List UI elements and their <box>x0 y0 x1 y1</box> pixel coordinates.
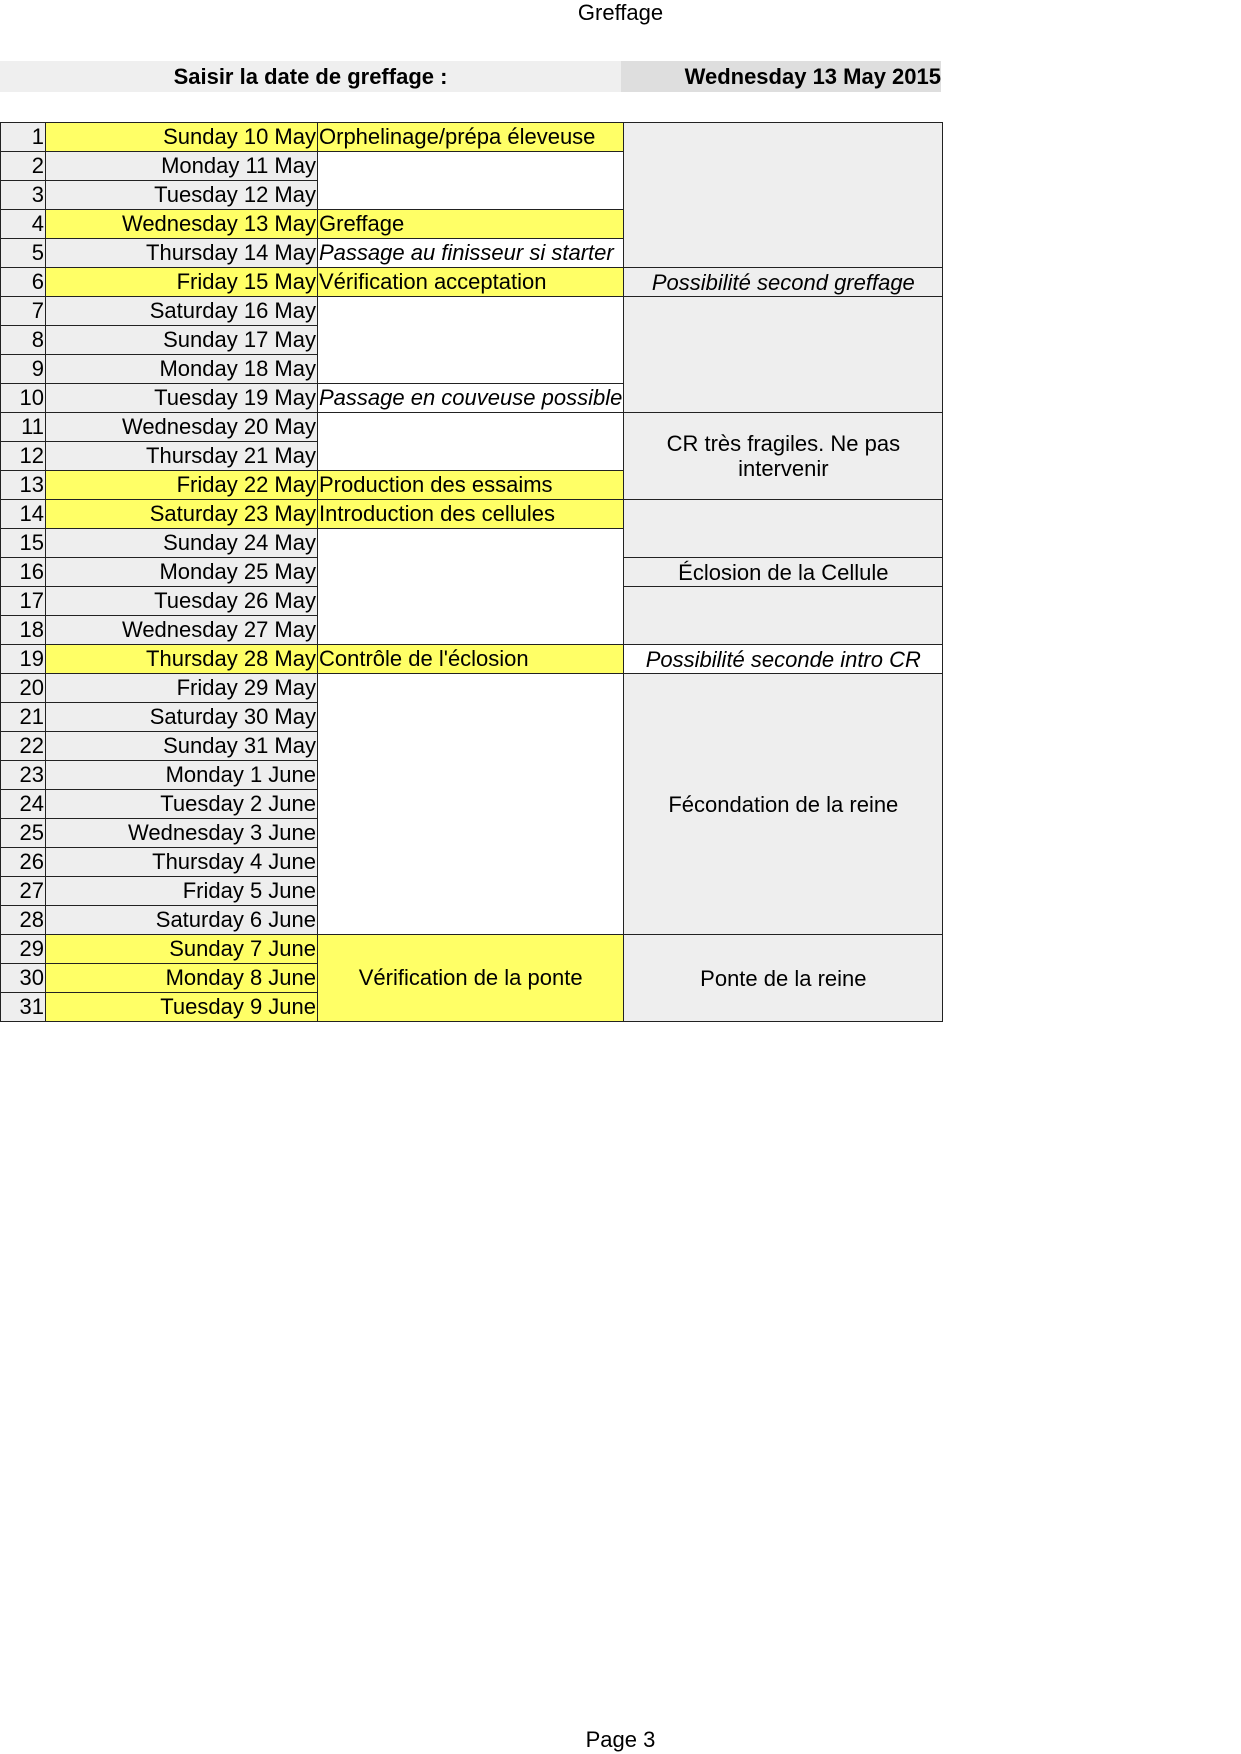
day-date: Monday 8 June <box>46 964 318 993</box>
day-number: 20 <box>1 674 46 703</box>
activity-cell: Passage au finisseur si starter <box>318 239 624 268</box>
day-number: 2 <box>1 152 46 181</box>
day-number: 22 <box>1 732 46 761</box>
phase-cell <box>624 587 943 645</box>
activity-cell <box>318 529 624 645</box>
day-date: Wednesday 13 May <box>46 210 318 239</box>
day-date: Tuesday 12 May <box>46 181 318 210</box>
phase-cell: Éclosion de la Cellule <box>624 558 943 587</box>
day-date: Monday 1 June <box>46 761 318 790</box>
activity-cell: Orphelinage/prépa éleveuse <box>318 123 624 152</box>
table-row <box>1 297 943 326</box>
phase-cell: Possibilité second greffage <box>624 268 943 297</box>
phase-cell <box>624 123 943 268</box>
day-date: Saturday 30 May <box>46 703 318 732</box>
day-number: 26 <box>1 848 46 877</box>
table-row <box>1 500 943 529</box>
day-number: 21 <box>1 703 46 732</box>
activity-cell: Vérification de la ponte <box>318 935 624 1022</box>
day-date: Tuesday 9 June <box>46 993 318 1022</box>
activity-cell <box>318 674 624 935</box>
day-date: Sunday 7 June <box>46 935 318 964</box>
table-row <box>1 123 943 152</box>
day-number: 11 <box>1 413 46 442</box>
day-date: Thursday 4 June <box>46 848 318 877</box>
activity-cell <box>318 152 624 210</box>
activity-cell <box>318 413 624 471</box>
day-number: 18 <box>1 616 46 645</box>
day-date: Monday 25 May <box>46 558 318 587</box>
table-row <box>1 935 943 964</box>
day-date: Wednesday 3 June <box>46 819 318 848</box>
phase-cell: Ponte de la reine <box>624 935 943 1022</box>
day-number: 30 <box>1 964 46 993</box>
day-number: 13 <box>1 471 46 500</box>
day-number: 1 <box>1 123 46 152</box>
day-number: 16 <box>1 558 46 587</box>
day-number: 31 <box>1 993 46 1022</box>
phase-cell: Possibilité seconde intro CR <box>624 645 943 674</box>
day-number: 7 <box>1 297 46 326</box>
day-date: Sunday 24 May <box>46 529 318 558</box>
table-row <box>1 413 943 442</box>
day-date: Sunday 17 May <box>46 326 318 355</box>
schedule-table <box>0 122 943 1022</box>
day-date: Friday 5 June <box>46 877 318 906</box>
day-number: 28 <box>1 906 46 935</box>
day-date: Friday 15 May <box>46 268 318 297</box>
day-number: 19 <box>1 645 46 674</box>
day-number: 23 <box>1 761 46 790</box>
day-date: Saturday 6 June <box>46 906 318 935</box>
day-number: 25 <box>1 819 46 848</box>
day-date: Thursday 14 May <box>46 239 318 268</box>
day-number: 4 <box>1 210 46 239</box>
page-number: Page 3 <box>585 1727 656 1752</box>
day-date: Sunday 31 May <box>46 732 318 761</box>
day-date: Thursday 28 May <box>46 645 318 674</box>
day-date: Saturday 23 May <box>46 500 318 529</box>
day-date: Tuesday 2 June <box>46 790 318 819</box>
day-date: Wednesday 20 May <box>46 413 318 442</box>
day-date: Friday 22 May <box>46 471 318 500</box>
day-number: 6 <box>1 268 46 297</box>
day-number: 14 <box>1 500 46 529</box>
day-number: 12 <box>1 442 46 471</box>
date-input-row <box>0 61 941 92</box>
day-number: 15 <box>1 529 46 558</box>
day-date: Wednesday 27 May <box>46 616 318 645</box>
date-input-label: Saisir la date de greffage : <box>173 64 448 89</box>
day-number: 17 <box>1 587 46 616</box>
phase-cell <box>624 297 943 413</box>
day-number: 27 <box>1 877 46 906</box>
table-row <box>1 268 943 297</box>
day-date: Saturday 16 May <box>46 297 318 326</box>
day-date: Sunday 10 May <box>46 123 318 152</box>
table-row <box>1 645 943 674</box>
day-date: Tuesday 19 May <box>46 384 318 413</box>
day-number: 5 <box>1 239 46 268</box>
day-number: 10 <box>1 384 46 413</box>
activity-cell: Contrôle de l'éclosion <box>318 645 624 674</box>
phase-cell: CR très fragiles. Ne pas intervenir <box>624 413 943 500</box>
activity-cell: Greffage <box>318 210 624 239</box>
activity-cell <box>318 297 624 384</box>
day-number: 29 <box>1 935 46 964</box>
day-date: Monday 11 May <box>46 152 318 181</box>
table-row <box>1 674 943 703</box>
sheet-title: Greffage <box>577 0 664 25</box>
day-number: 8 <box>1 326 46 355</box>
day-date: Monday 18 May <box>46 355 318 384</box>
day-number: 3 <box>1 181 46 210</box>
phase-cell: Fécondation de la reine <box>624 674 943 935</box>
day-number: 9 <box>1 355 46 384</box>
date-input-field[interactable]: Wednesday 13 May 2015 <box>621 61 941 92</box>
day-date: Tuesday 26 May <box>46 587 318 616</box>
phase-cell <box>624 500 943 558</box>
day-date: Thursday 21 May <box>46 442 318 471</box>
day-date: Friday 29 May <box>46 674 318 703</box>
activity-cell: Production des essaims <box>318 471 624 500</box>
activity-cell: Vérification acceptation <box>318 268 624 297</box>
activity-cell: Introduction des cellules <box>318 500 624 529</box>
activity-cell: Passage en couveuse possible <box>318 384 624 413</box>
day-number: 24 <box>1 790 46 819</box>
